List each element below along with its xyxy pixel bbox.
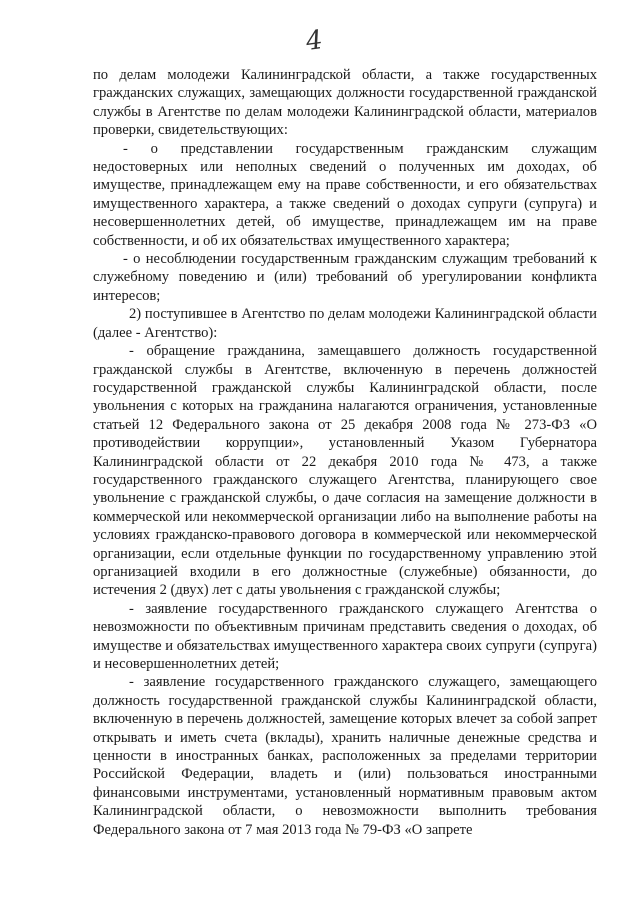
document-body (93, 66, 597, 839)
paragraph: - о представлении государственным гражданским служащим недостоверных или неполных сведений о полученных им доходах, об имуществе, принадлежащем ему на праве собственности, и его обязательствах имущественного характера, а также сведений о доходах супруги (супруга) и несовершеннолетних детей, об имуществе, принадлежащем им на праве собственности, и об их обязательствах имущественного характера; (93, 140, 597, 249)
paragraph: - обращение гражданина, замещавшего должность государственной гражданской службы в Агентстве, включенную в перечень должностей государственной гражданской службы Калининградской области, после увольнения с которых на гражданина налагаются ограничения, установленные статьей 12 Федерального закона от 25 декабря 2008 года № 273-ФЗ «О противодействии коррупции», установленный Указом Губернатора Калининградской области от 22 декабря 2010 года № 473, а также государственного гражданского служащего Агентства, планирующего свое увольнение с гражданской службы, о даче согласия на замещение должности в коммерческой или некоммерческой организации либо на выполнение работы на условиях гражданско-правового договора в коммерческой или некоммерческой организации, если отдельные функции по государственному управлению этой организацией входили в его должностные (служебные) обязанности, до истечения 2 (двух) лет с даты увольнения с гражданской службы; (93, 343, 597, 599)
page-number: 4 (303, 24, 325, 58)
paragraph: по делам молодежи Калининградской области, а также государственных гражданских служащих, замещающих должности государственной гражданской службы в Агентстве по делам молодежи Калининградской области, материалов проверки, свидетельствующих: (93, 67, 597, 139)
paragraph: - заявление государственного гражданского служащего, замещающего должность государственной гражданской службы Калининградской области, включенную в перечень должностей, замещение которых влечет за собой запрет открывать и иметь счета (вклады), хранить наличные денежные средства и ценности в иностранных банках, расположенных за пределами территории Российской Федерации, владеть и (или) пользоваться иностранными финансовыми инструментами, установленный нормативным правовым актом Калининградской области, о невозможности выполнить требования Федерального закона от 7 мая 2013 года № 79-ФЗ «О запрете (93, 674, 597, 838)
paragraph: 2) поступившее в Агентство по делам молодежи Калининградской области (далее - Агентство): (93, 306, 597, 341)
paragraph: - о несоблюдении государственным гражданским служащим требований к служебному поведению и (или) требований об урегулировании конфликта интересов; (93, 251, 597, 304)
paragraph: - заявление государственного гражданского служащего Агентства о невозможности по объективным причинам представить сведения о доходах, об имуществе и обязательствах имущественного характера своих супруги (супруга) и несовершеннолетних детей; (93, 600, 597, 672)
